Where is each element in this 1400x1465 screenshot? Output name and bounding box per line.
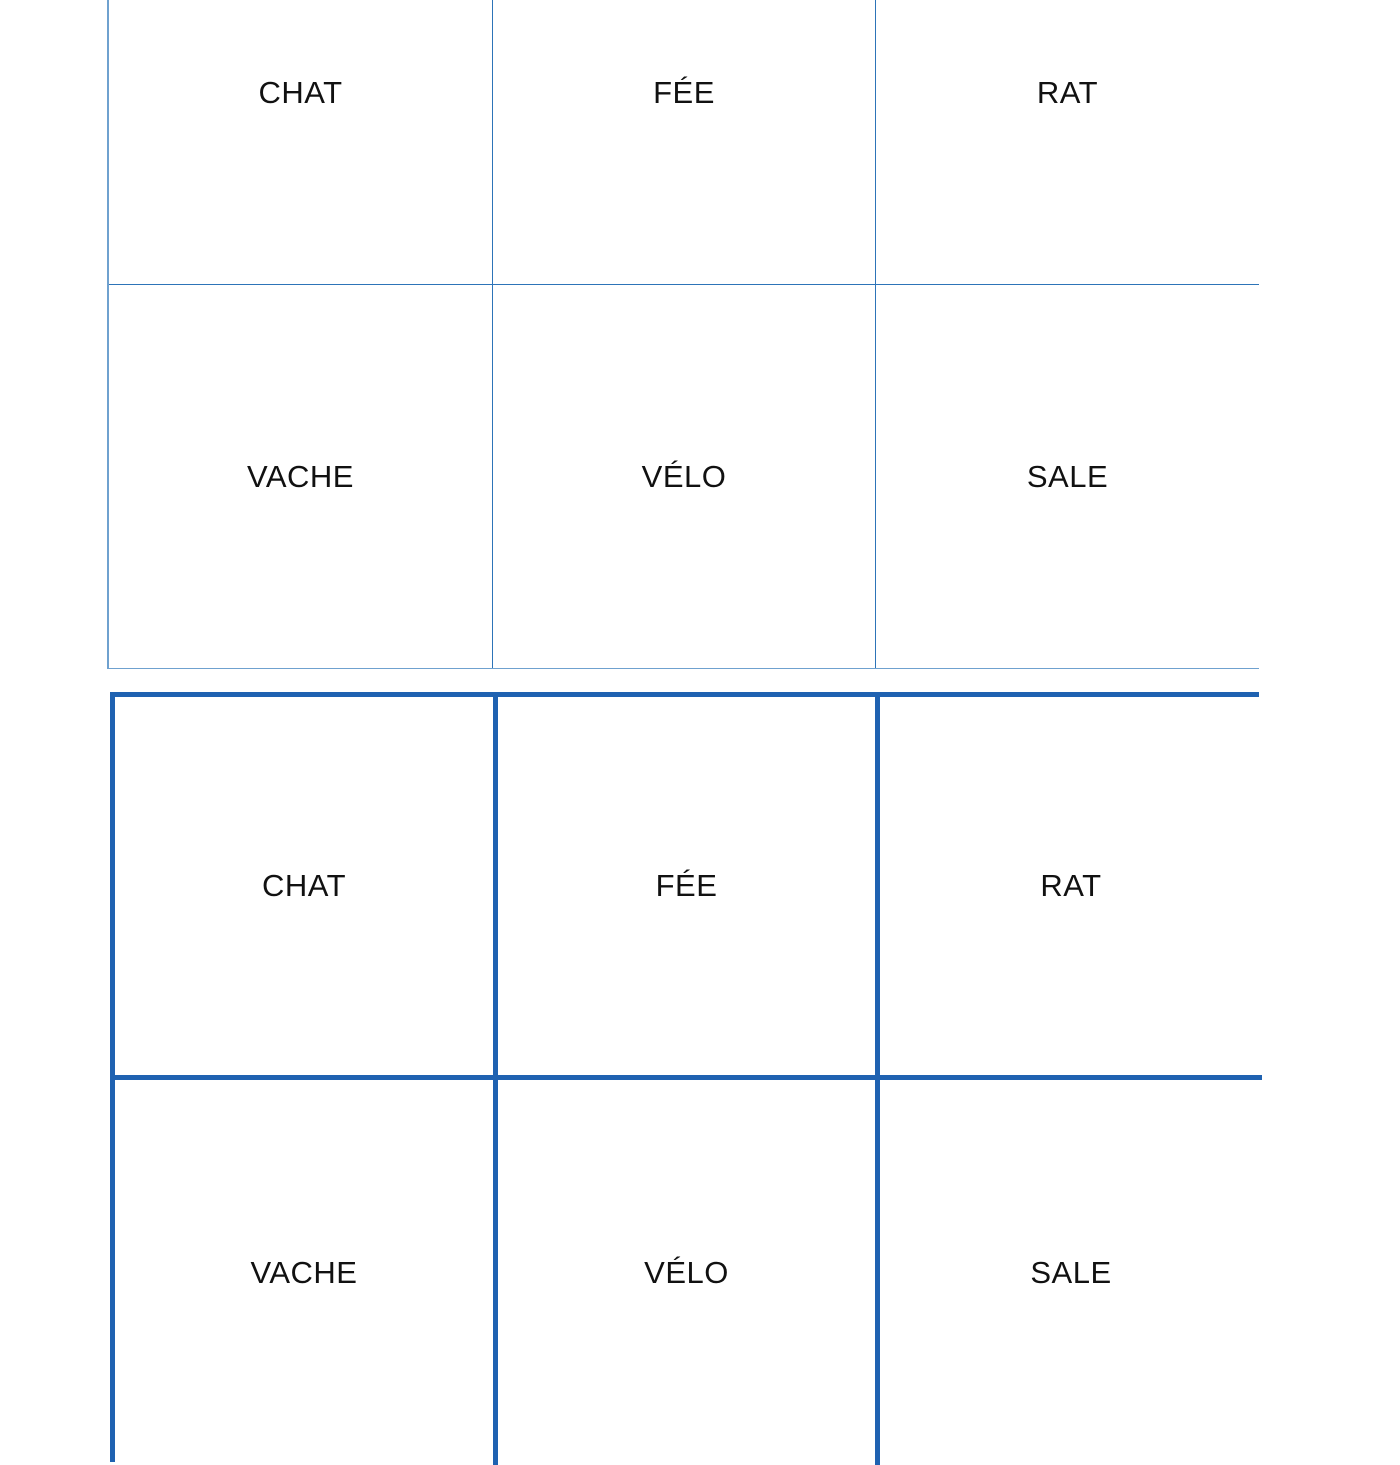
word-card xyxy=(876,0,1259,285)
word-card-label: CHAT xyxy=(258,75,343,110)
word-card-label: RAT xyxy=(1036,75,1099,110)
word-card xyxy=(109,285,493,668)
word-card-label: CHAT xyxy=(261,868,347,903)
word-card-label: FÉE xyxy=(653,75,715,110)
word-card-label: FÉE xyxy=(655,868,718,903)
word-card-label: SALE xyxy=(1026,458,1109,494)
word-card xyxy=(109,0,493,285)
word-card-grid-bottom xyxy=(110,692,1259,1462)
word-card-label: VÉLO xyxy=(644,1254,729,1290)
word-card xyxy=(498,1080,880,1465)
word-card-label: VÉLO xyxy=(641,458,727,494)
word-card-label: VACHE xyxy=(246,458,354,494)
word-card xyxy=(880,697,1262,1080)
word-card xyxy=(880,1080,1262,1465)
word-card-grid-top xyxy=(107,0,1259,669)
word-card-label: RAT xyxy=(1040,868,1102,903)
word-card xyxy=(498,697,880,1080)
word-card xyxy=(115,1080,498,1465)
word-card xyxy=(493,285,876,668)
word-card xyxy=(115,697,498,1080)
word-card-label: VACHE xyxy=(250,1254,358,1290)
word-card xyxy=(876,285,1259,668)
word-card-label: SALE xyxy=(1030,1254,1112,1290)
word-card xyxy=(493,0,876,285)
